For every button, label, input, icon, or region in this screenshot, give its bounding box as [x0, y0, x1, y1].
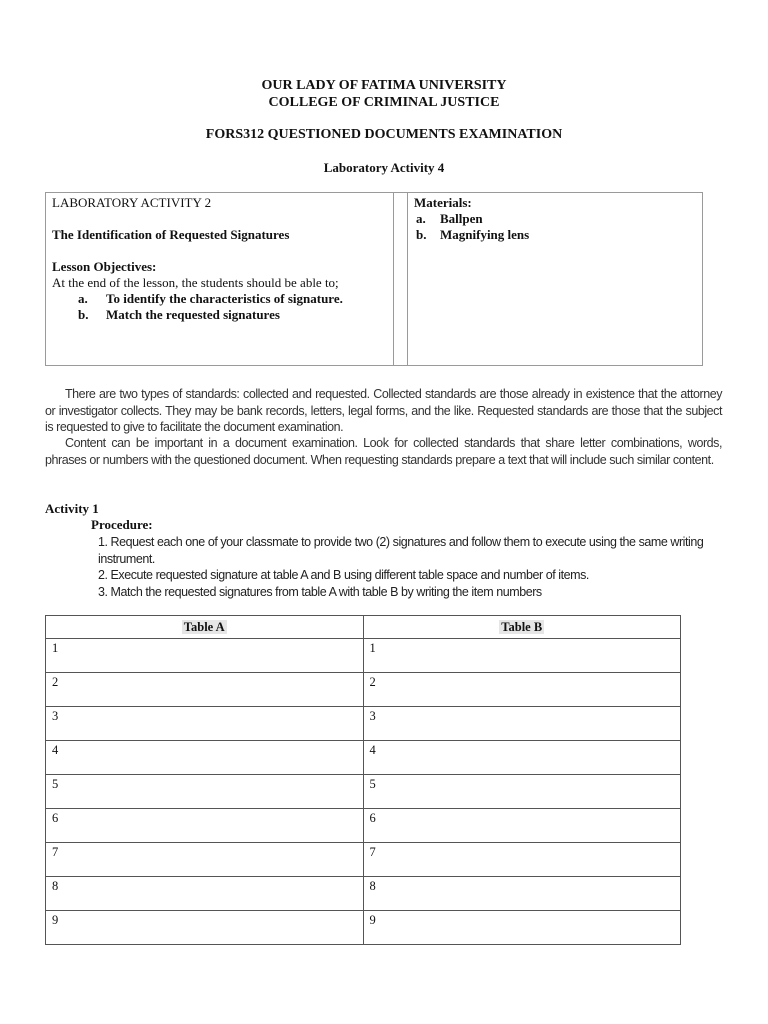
table-b-header	[363, 616, 681, 639]
signature-cell-b[interactable]: 6	[363, 809, 681, 843]
material-item	[414, 227, 694, 243]
table-a-label: Table A	[183, 619, 225, 634]
table-header-row	[46, 616, 681, 639]
signature-cell-b[interactable]: 8	[363, 877, 681, 911]
signature-table	[45, 615, 681, 945]
column-divider	[393, 193, 394, 365]
table-row	[46, 741, 681, 775]
objective-item	[52, 307, 388, 323]
table-a-header	[46, 616, 364, 639]
objective-text: To identify the characteristics of signature.	[106, 291, 343, 306]
signature-cell-a[interactable]: 1	[46, 639, 364, 673]
table-row	[46, 775, 681, 809]
signature-cell-b[interactable]: 4	[363, 741, 681, 775]
table-row	[46, 809, 681, 843]
procedure-label: Procedure:	[91, 517, 153, 532]
column-divider	[407, 193, 408, 365]
signature-cell-a[interactable]: 3	[46, 707, 364, 741]
activity-label: LABORATORY ACTIVITY 2	[52, 195, 212, 210]
signature-cell-a[interactable]: 6	[46, 809, 364, 843]
objective-text: Match the requested signatures	[106, 307, 280, 322]
table-row	[46, 639, 681, 673]
signature-cell-a[interactable]: 5	[46, 775, 364, 809]
procedure-step: 2. Execute requested signature at table A and B using different table space and number of items.	[98, 568, 589, 582]
list-marker: a.	[78, 291, 88, 306]
standards-paragraph: There are two types of standards: collected and requested. Collected standards are those already in existence that the attorney or investigator collects. They may be bank records, letters, legal forms, and the like. Requested standards are those that the subject is requested to give to facilitate the document examination.	[45, 387, 722, 434]
objective-item	[52, 291, 388, 307]
signature-cell-a[interactable]: 7	[46, 843, 364, 877]
procedure-steps	[98, 534, 723, 600]
material-text: Ballpen	[440, 211, 483, 226]
table-row	[46, 843, 681, 877]
signature-cell-b[interactable]: 7	[363, 843, 681, 877]
signature-cell-a[interactable]: 8	[46, 877, 364, 911]
list-marker: b.	[416, 227, 427, 242]
activity-heading: Activity 1	[45, 501, 99, 516]
table-row	[46, 911, 681, 945]
signature-cell-b[interactable]: 2	[363, 673, 681, 707]
activity-info-box	[45, 192, 703, 366]
signature-cell-b[interactable]: 3	[363, 707, 681, 741]
signature-cell-a[interactable]: 9	[46, 911, 364, 945]
activity-info-left	[52, 195, 388, 323]
list-marker: b.	[78, 307, 89, 322]
table-row	[46, 673, 681, 707]
signature-cell-a[interactable]: 4	[46, 741, 364, 775]
materials-label: Materials:	[414, 195, 472, 210]
table-row	[46, 877, 681, 911]
college-name: COLLEGE OF CRIMINAL JUSTICE	[268, 95, 500, 110]
procedure-step: 1. Request each one of your classmate to provide two (2) signatures and follow them to execute using the same writing instrument.	[98, 535, 704, 566]
list-marker: a.	[416, 211, 426, 226]
lab-title: Laboratory Activity 4	[323, 160, 445, 175]
course-title: FORS312 QUESTIONED DOCUMENTS EXAMINATION	[205, 127, 563, 142]
signature-cell-b[interactable]: 5	[363, 775, 681, 809]
table-row	[46, 707, 681, 741]
objectives-intro: At the end of the lesson, the students should be able to;	[52, 275, 339, 290]
content-paragraph: Content can be important in a document examination. Look for collected standards that share letter combinations, words, phrases or numbers with the questioned document. When requesting standards prepare a text that will include such similar content.	[45, 436, 722, 467]
signature-cell-b[interactable]: 1	[363, 639, 681, 673]
table-b-label: Table B	[501, 619, 543, 634]
materials-column	[414, 195, 694, 243]
signature-cell-a[interactable]: 2	[46, 673, 364, 707]
signature-cell-b[interactable]: 9	[363, 911, 681, 945]
material-item	[414, 211, 694, 227]
university-name: OUR LADY OF FATIMA UNIVERSITY	[261, 78, 507, 93]
objectives-label: Lesson Objectives:	[52, 259, 157, 274]
activity-title: The Identification of Requested Signatures	[52, 227, 290, 242]
procedure-step: 3. Match the requested signatures from table A with table B by writing the item numbers	[98, 584, 542, 599]
material-text: Magnifying lens	[440, 227, 530, 242]
